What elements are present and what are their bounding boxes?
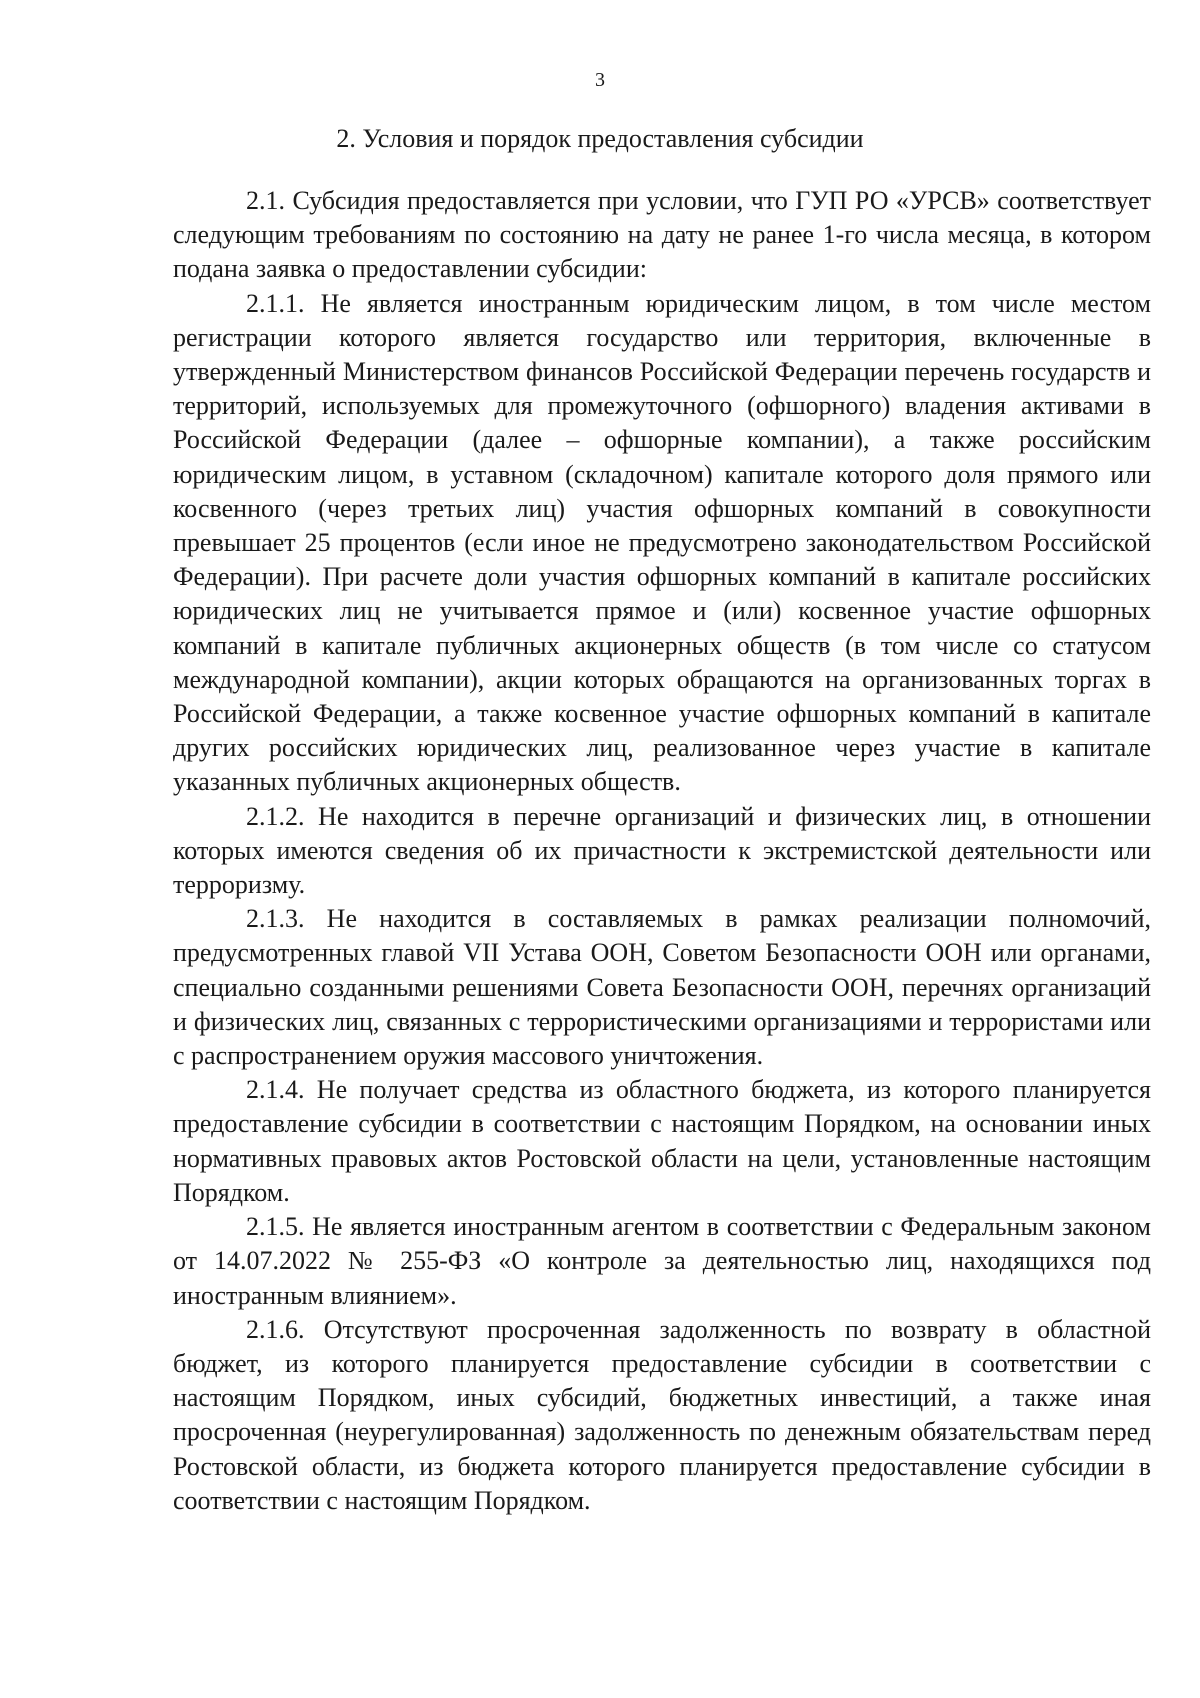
paragraph-2-1: 2.1. Субсидия предоставляется при условии, что ГУП РО «УРСВ» соответствует следующим требованиям по состоянию на дату не ранее 1-го числа месяца, в котором подана заявка о предоставлении субсидии: [173, 186, 1151, 284]
document-body [173, 184, 1151, 1518]
paragraph-2-1-5: 2.1.5. Не является иностранным агентом в соответствии с Федеральным законом от 14.07.2022 № 255-ФЗ «О контроле за деятельностью лиц, находящихся под иностранным влиянием». [173, 1212, 1151, 1310]
paragraph-2-1-3: 2.1.3. Не находится в составляемых в рамках реализации полномочий, предусмотренных главой VII Устава ООН, Советом Безопасности ООН или органами, специально созданными решениями Совета Безопасности ООН, перечнях организаций и физических лиц, связанных с террористическими организациями и террористами или с распространением оружия массового уничтожения. [173, 904, 1151, 1071]
paragraph-2-1-4: 2.1.4. Не получает средства из областного бюджета, из которого планируется предоставление субсидии в соответствии с настоящим Порядком, на основании иных нормативных правовых актов Ростовской области на цели, установленные настоящим Порядком. [173, 1075, 1151, 1207]
page-number: 3 [595, 69, 605, 91]
paragraph-2-1-1: 2.1.1. Не является иностранным юридическим лицом, в том числе местом регистрации которого является государство или территория, включенные в утвержденный Министерством финансов Российской Федерации перечень государств и территорий, используемых для промежуточного (офшорного) владения активами в Российской Федерации (далее – офшорные компании), а также российским юридическим лицом, в уставном (складочном) капитале которого доля прямого или косвенного (через третьих лиц) участия офшорных компаний в совокупности превышает 25 процентов (если иное не предусмотрено законодательством Российской Федерации). При расчете доли участия офшорных компаний в капитале российских юридических лиц не учитывается прямое и (или) косвенное участие офшорных компаний в капитале публичных акционерных обществ (в том числе со статусом международной компании), акции которых обращаются на организованных торгах в Российской Федерации, а также косвенное участие офшорных компаний в капитале других российских юридических лиц, реализованное через участие в капитале указанных публичных акционерных обществ. [173, 288, 1151, 797]
paragraph-2-1-6: 2.1.6. Отсутствуют просроченная задолженность по возврату в областной бюджет, из которого планируется предоставление субсидии в соответствии с настоящим Порядком, иных субсидий, бюджетных инвестиций, а также иная просроченная (неурегулированная) задолженность по денежным обязательствам перед Ростовской области, из бюджета которого планируется предоставление субсидии в соответствии с настоящим Порядком. [173, 1314, 1151, 1515]
paragraph-2-1-2: 2.1.2. Не находится в перечне организаций и физических лиц, в отношении которых имеются сведения об их причастности к экстремистской деятельности или терроризму. [173, 801, 1151, 900]
section-title: 2. Условия и порядок предоставления субсидии [336, 124, 864, 153]
